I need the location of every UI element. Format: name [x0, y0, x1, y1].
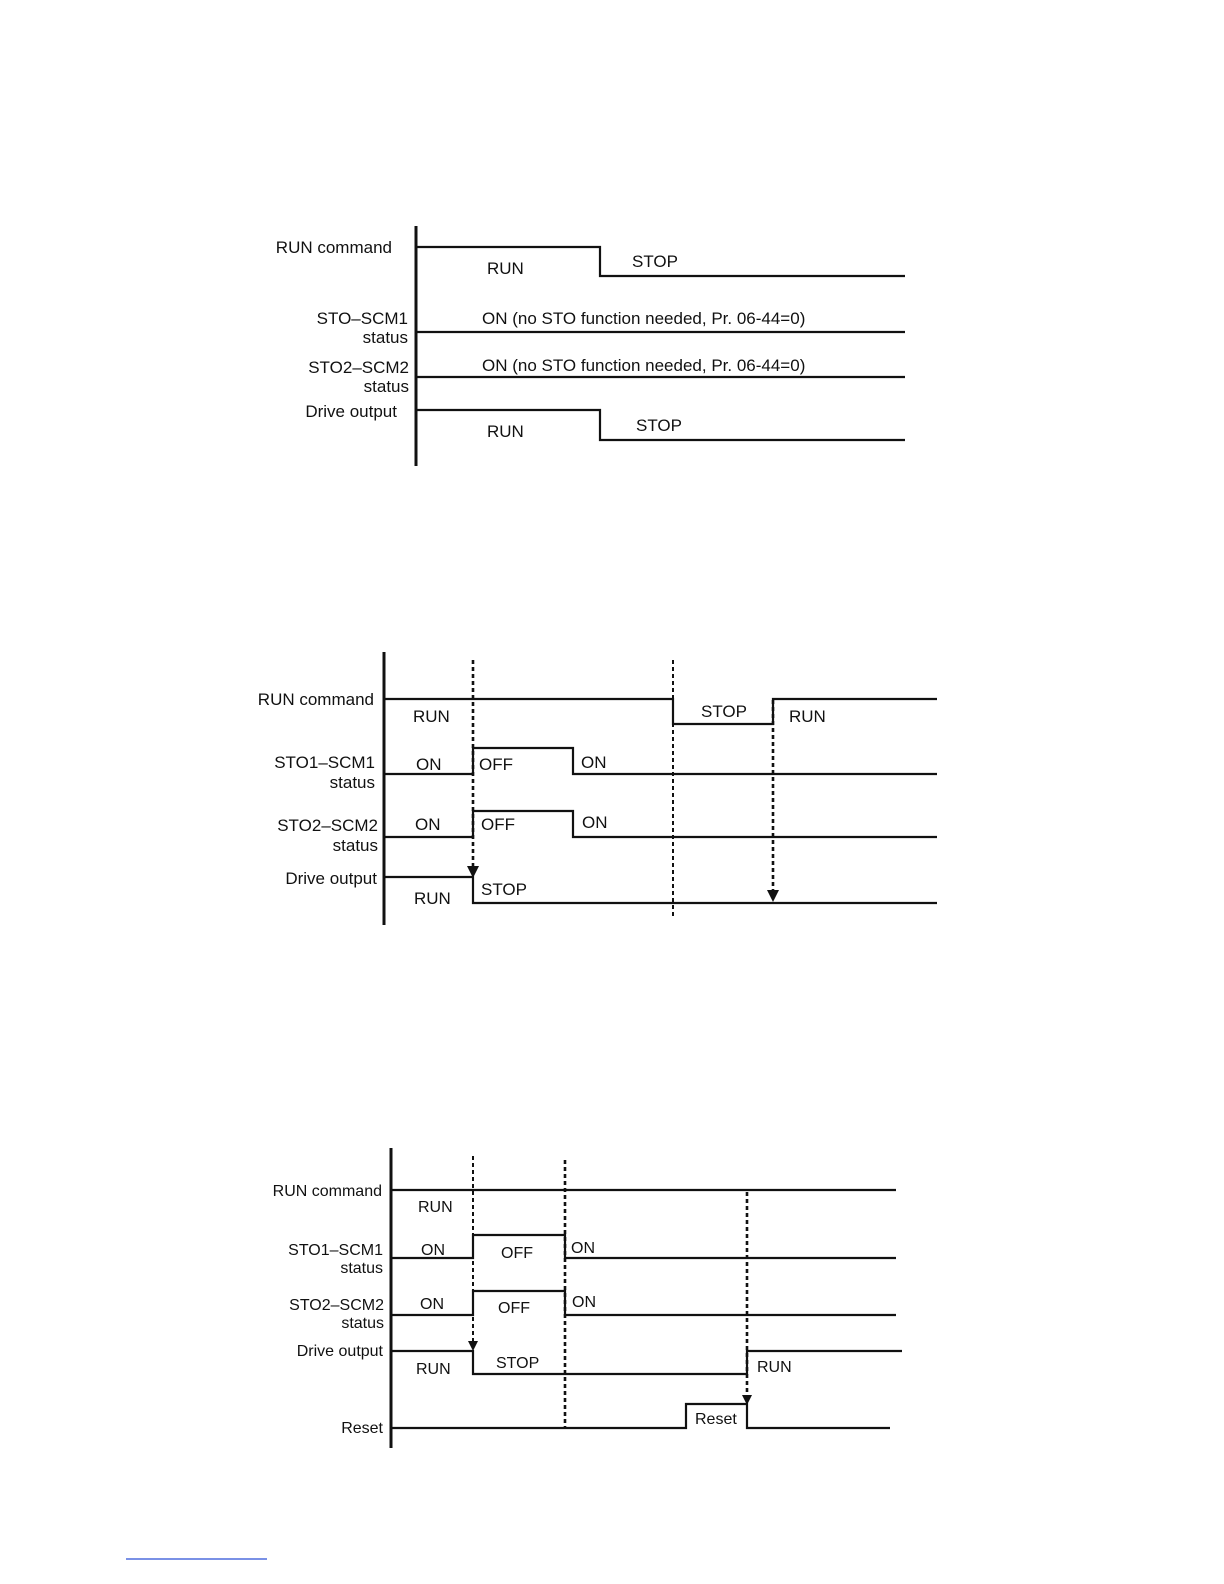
diagram2-label-run-command: RUN command: [257, 690, 374, 709]
diagram1-drive-stop-text: STOP: [636, 416, 682, 435]
diagram1-label-sto2-status: status: [363, 377, 409, 396]
diagram3-label-reset: Reset: [341, 1420, 383, 1437]
diagram3-sto1-waveform: [391, 1235, 896, 1258]
diagram3-sto-off-arrow-icon: [468, 1341, 478, 1351]
diagram2-sto2-on-text: ON: [415, 815, 441, 834]
diagram2-run-command-stop-text: STOP: [701, 702, 747, 721]
diagram1-run-command-run-text: RUN: [487, 259, 524, 278]
diagram2-label-sto1-name: STO1–SCM1: [274, 753, 375, 772]
diagram3-drive-run2-text: RUN: [757, 1359, 792, 1376]
diagram3-drive-stop-text: STOP: [496, 1355, 540, 1372]
timing-diagram-1: [276, 226, 905, 466]
diagram3-label-sto1-status: status: [340, 1260, 383, 1277]
diagram1-label-sto2-name: STO2–SCM2: [308, 358, 409, 377]
diagram1-label-sto1-status: status: [362, 328, 408, 347]
diagram1-label-drive-output: Drive output: [305, 402, 397, 421]
diagram3-reset-pulse-text: Reset: [695, 1411, 737, 1428]
diagram2-drive-run-text: RUN: [414, 889, 451, 908]
diagram1-drive-run-text: RUN: [487, 422, 524, 441]
diagram2-sto1-waveform: [384, 748, 937, 774]
diagram1-sto1-on-text: ON (no STO function needed, Pr. 06-44=0): [482, 309, 806, 328]
diagram2-sto1-on-text: ON: [416, 755, 442, 774]
diagram2-sto2-off-text: OFF: [481, 815, 515, 834]
diagram3-sto1-off-text: OFF: [501, 1245, 533, 1262]
diagram3-sto2-off-text: OFF: [498, 1300, 530, 1317]
diagram3-label-sto2-name: STO2–SCM2: [289, 1297, 384, 1314]
diagram3-label-run-command: RUN command: [272, 1183, 382, 1200]
diagram2-label-sto1-status: status: [329, 773, 375, 792]
diagram1-run-command-stop-text: STOP: [632, 252, 678, 271]
diagram3-drive-output-waveform: [391, 1351, 902, 1374]
diagram2-drive-output-waveform: [384, 877, 937, 903]
diagram2-label-sto2-name: STO2–SCM2: [277, 816, 378, 835]
diagram2-label-drive-output: Drive output: [285, 869, 377, 888]
diagram3-label-drive-output: Drive output: [296, 1343, 383, 1360]
diagram3-run-command-run-text: RUN: [418, 1199, 453, 1216]
timing-diagram-3: [273, 1148, 902, 1448]
timing-diagram-2: [258, 652, 937, 925]
diagram2-run-command-waveform: [384, 699, 937, 724]
diagram2-label-sto2-status: status: [332, 836, 378, 855]
diagram1-label-run-command: RUN command: [275, 238, 392, 257]
diagram2-run-command-run2-text: RUN: [789, 707, 826, 726]
diagram3-label-sto2-status: status: [341, 1315, 384, 1332]
diagram3-sto2-waveform: [391, 1291, 896, 1315]
diagram3-label-sto1-name: STO1–SCM1: [288, 1242, 383, 1259]
diagram1-label-sto1-name: STO–SCM1: [316, 309, 408, 328]
diagram3-reset-waveform: [391, 1404, 890, 1428]
diagram3-sto1-on2-text: ON: [571, 1240, 595, 1257]
diagram1-sto2-on-text: ON (no STO function needed, Pr. 06-44=0): [482, 356, 806, 375]
diagram2-sto2-waveform: [384, 811, 937, 837]
diagram2-sto1-off-text: OFF: [479, 755, 513, 774]
diagram2-drive-stop-text: STOP: [481, 880, 527, 899]
diagram2-run-command-run-text: RUN: [413, 707, 450, 726]
diagram3-sto2-on2-text: ON: [572, 1294, 596, 1311]
diagram3-sto2-on-text: ON: [420, 1296, 444, 1313]
diagram2-run-restart-arrow-icon: [767, 890, 779, 902]
diagram2-sto2-on2-text: ON: [582, 813, 608, 832]
diagram3-drive-run-text: RUN: [416, 1361, 451, 1378]
diagram2-sto1-on2-text: ON: [581, 753, 607, 772]
diagram3-sto1-on-text: ON: [421, 1242, 445, 1259]
